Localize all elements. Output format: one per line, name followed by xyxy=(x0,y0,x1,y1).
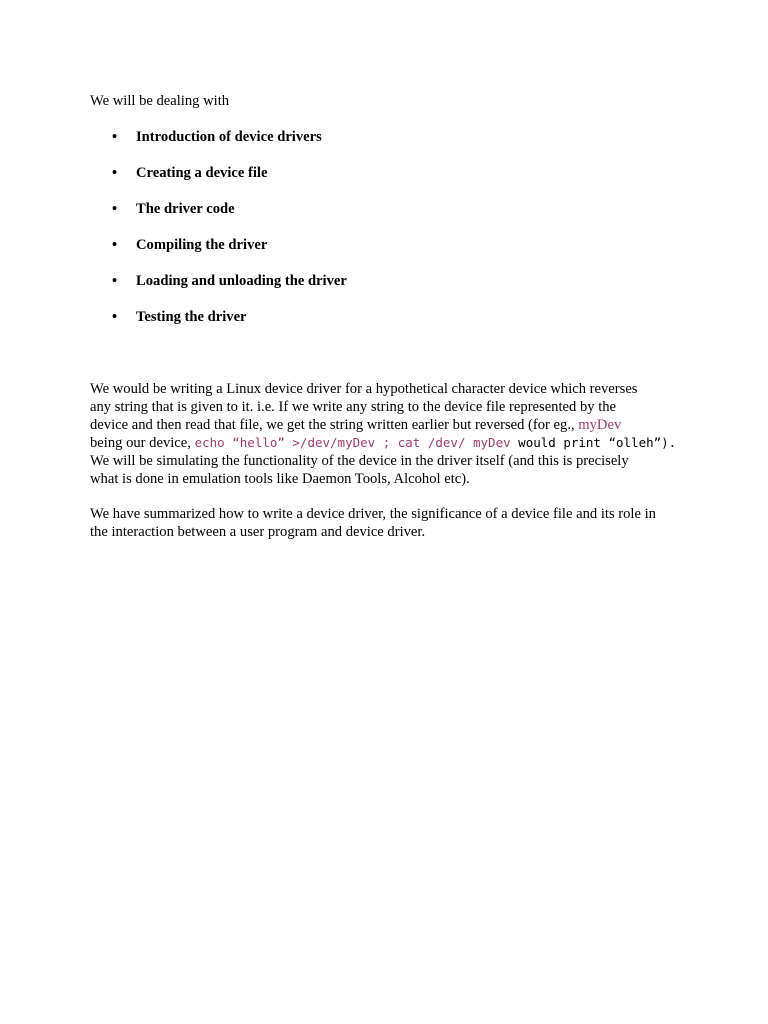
list-item xyxy=(90,236,347,254)
list-item xyxy=(90,200,347,218)
topic-list xyxy=(90,128,347,344)
bullet-icon: • xyxy=(112,273,118,289)
paragraph-line: any string that is given to it. i.e. If we write any string to the device file represented by the xyxy=(90,399,617,415)
paragraph-line xyxy=(90,416,690,434)
topic-label: Creating a device file xyxy=(136,165,268,181)
list-item xyxy=(90,128,347,146)
list-item xyxy=(90,308,347,326)
paragraph-line: We will be simulating the functionality of the device in the driver itself (and this is precisely xyxy=(90,453,629,469)
bullet-icon: • xyxy=(112,129,118,145)
intro-text: We will be dealing with xyxy=(90,93,230,109)
bullet-icon: • xyxy=(112,201,118,217)
summary-paragraph xyxy=(90,505,690,541)
paragraph-line: the interaction between a user program and device driver. xyxy=(90,524,426,540)
paragraph-line xyxy=(90,434,690,452)
bullet-icon: • xyxy=(112,165,118,181)
paragraph-line: We would be writing a Linux device driver for a hypothetical character device which reverses xyxy=(90,381,638,397)
topic-label: Introduction of device drivers xyxy=(136,129,322,145)
bullet-icon: • xyxy=(112,309,118,325)
command-result-text: would print “olleh”). xyxy=(510,435,677,450)
device-name-code: myDev xyxy=(578,417,622,433)
paragraph-text: device and then read that file, we get the string written earlier but reversed (for eg., xyxy=(90,417,579,433)
topic-label: Loading and unloading the driver xyxy=(136,273,347,289)
description-paragraph xyxy=(90,380,690,488)
list-item xyxy=(90,272,347,290)
list-item xyxy=(90,164,347,182)
bullet-icon: • xyxy=(112,237,118,253)
command-code: echo “hello” >/dev/myDev ; cat /dev/ myDev xyxy=(194,435,511,450)
topic-label: Testing the driver xyxy=(136,309,247,325)
paragraph-line: what is done in emulation tools like Daemon Tools, Alcohol etc). xyxy=(90,471,470,487)
paragraph-text: being our device, xyxy=(90,435,195,451)
topic-label: The driver code xyxy=(136,201,235,217)
paragraph-line: We have summarized how to write a device driver, the significance of a device file and its role in xyxy=(90,506,656,522)
topic-label: Compiling the driver xyxy=(136,237,268,253)
